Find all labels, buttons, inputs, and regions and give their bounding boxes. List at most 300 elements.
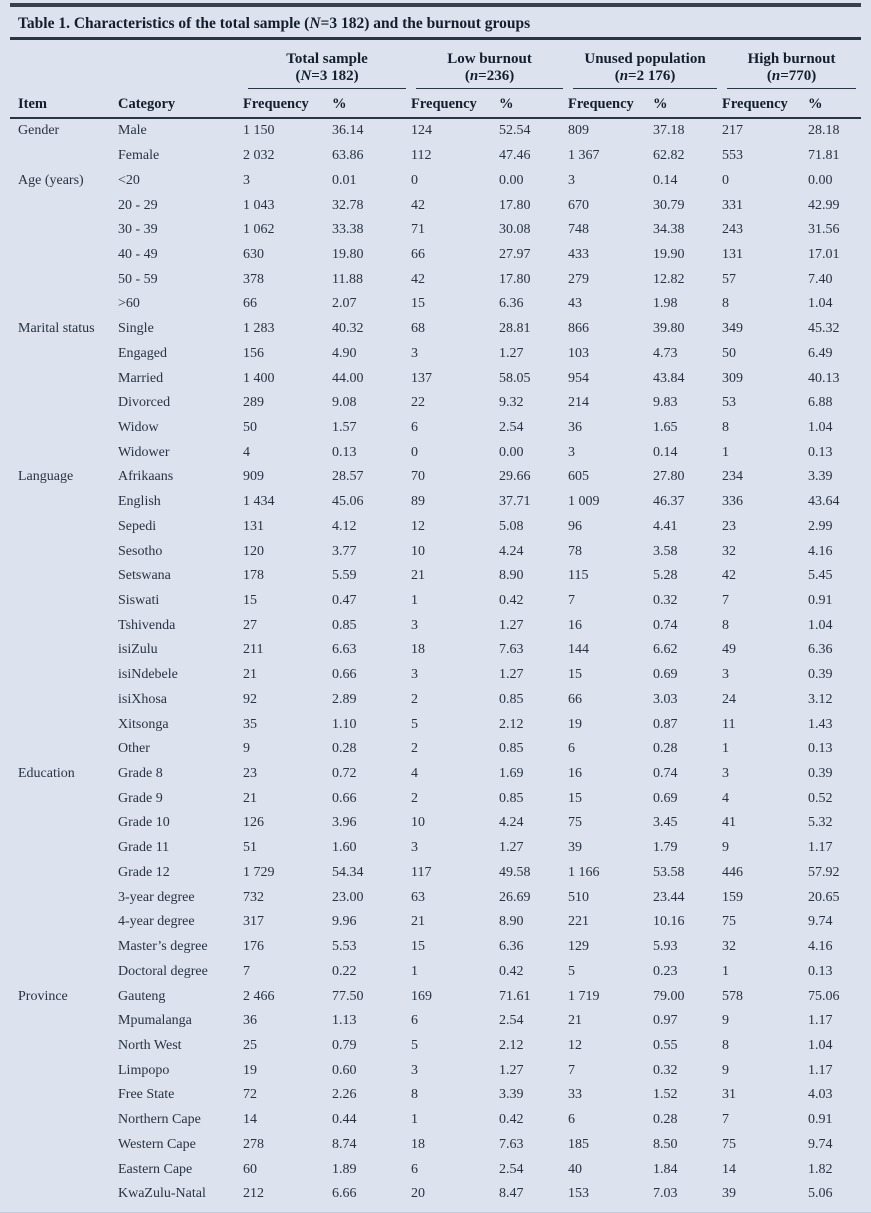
frequency-cell: 25: [243, 1037, 257, 1053]
category-cell: <20: [118, 172, 140, 188]
percent-cell: 2.07: [332, 296, 357, 312]
frequency-cell: 12: [411, 518, 426, 534]
percent-cell: 52.54: [499, 123, 531, 139]
item-cell: [10, 885, 118, 910]
percent-cell: 0.13: [808, 741, 833, 757]
frequency-cell: 0: [722, 172, 730, 188]
table-row: [10, 786, 861, 811]
percent-cell: 2.54: [499, 1013, 524, 1029]
frequency-cell: 809: [568, 123, 590, 139]
item-cell: [10, 341, 118, 366]
table-row: [10, 910, 861, 935]
frequency-cell: 6: [411, 1161, 419, 1177]
frequency-cell: 53: [722, 395, 737, 411]
category-cell: Siswati: [118, 593, 160, 609]
frequency-cell: 3: [243, 172, 250, 188]
percent-cell: 4.16: [808, 939, 833, 955]
frequency-cell: 433: [568, 246, 590, 262]
percent-cell: 58.05: [499, 370, 531, 386]
frequency-cell: 2: [411, 691, 419, 707]
item-cell: [10, 811, 118, 836]
frequency-cell: 2: [411, 741, 419, 757]
percent-cell: 49.58: [499, 864, 531, 880]
frequency-cell: 214: [568, 395, 590, 411]
category-cell: 4-year degree: [118, 914, 195, 930]
item-cell: [10, 910, 118, 935]
table-row: [10, 539, 861, 564]
frequency-cell: 96: [568, 518, 583, 534]
frequency-cell: 39: [722, 1186, 737, 1202]
frequency-cell: 159: [722, 889, 744, 905]
frequency-cell: 137: [411, 370, 433, 386]
percent-cell: 2.89: [332, 691, 357, 707]
percent-cell: 0.00: [808, 172, 833, 188]
table-row: [10, 416, 861, 441]
table-row: [10, 712, 861, 737]
category-cell: 3-year degree: [118, 889, 195, 905]
frequency-cell: 1 434: [243, 494, 275, 510]
table-row: [10, 1157, 861, 1182]
category-cell: North West: [118, 1037, 182, 1053]
column-header-frequency: Frequency: [243, 89, 332, 118]
frequency-cell: 6: [411, 1013, 419, 1029]
percent-cell: 8.74: [332, 1136, 357, 1152]
table-row: [10, 144, 861, 169]
percent-cell: 5.32: [808, 815, 833, 831]
group-name: Total sample: [286, 50, 368, 67]
percent-cell: 1.27: [499, 667, 524, 683]
table-row: [10, 341, 861, 366]
frequency-cell: 3: [722, 667, 730, 683]
frequency-cell: 2 466: [243, 988, 275, 1004]
item-cell: [10, 589, 118, 614]
frequency-cell: 8: [722, 296, 730, 312]
frequency-cell: 12: [568, 1037, 583, 1053]
frequency-cell: 57: [722, 271, 737, 287]
frequency-cell: 11: [722, 716, 736, 732]
frequency-cell: 8: [722, 617, 730, 633]
table-row: [10, 267, 861, 292]
column-header-category: Category: [118, 89, 243, 118]
frequency-cell: 32: [722, 939, 737, 955]
frequency-cell: 10: [411, 815, 426, 831]
percent-cell: 0.23: [653, 963, 678, 979]
percent-cell: 1.13: [332, 1013, 357, 1029]
table-row: [10, 440, 861, 465]
percent-cell: 1.04: [808, 617, 833, 633]
percent-cell: 54.34: [332, 864, 364, 880]
percent-cell: 0.55: [653, 1037, 678, 1053]
percent-cell: 6.63: [332, 642, 357, 658]
percent-cell: 1.65: [653, 419, 678, 435]
percent-cell: 1.79: [653, 840, 678, 856]
category-cell: >60: [118, 296, 140, 312]
frequency-cell: 24: [722, 691, 737, 707]
table-row: [10, 1182, 861, 1207]
item-cell: [10, 292, 118, 317]
frequency-cell: 217: [722, 123, 744, 139]
table-row: [10, 317, 861, 342]
frequency-cell: 0: [411, 444, 419, 460]
percent-cell: 2.54: [499, 1161, 524, 1177]
frequency-cell: 9: [722, 1013, 730, 1029]
table-row: [10, 465, 861, 490]
frequency-cell: 4: [243, 444, 250, 460]
percent-cell: 30.08: [499, 222, 531, 238]
item-cell: [10, 737, 118, 762]
item-cell: [10, 391, 118, 416]
percent-cell: 0.91: [808, 593, 833, 609]
frequency-cell: 40: [568, 1161, 583, 1177]
frequency-cell: 8: [722, 419, 730, 435]
percent-cell: 0.28: [332, 741, 357, 757]
percent-cell: 1.27: [499, 840, 524, 856]
percent-cell: 0.00: [499, 444, 524, 460]
percent-cell: 32.78: [332, 197, 364, 213]
percent-cell: 8.47: [499, 1186, 524, 1202]
frequency-cell: 732: [243, 889, 264, 905]
frequency-cell: 66: [568, 691, 583, 707]
percent-cell: 17.01: [808, 246, 840, 262]
frequency-cell: 15: [568, 667, 583, 683]
category-cell: Tshivenda: [118, 617, 176, 633]
table-row: [10, 218, 861, 243]
frequency-cell: 33: [568, 1087, 583, 1103]
percent-cell: 45.32: [808, 321, 840, 337]
percent-cell: 3.45: [653, 815, 678, 831]
frequency-cell: 115: [568, 568, 589, 584]
frequency-cell: 7: [568, 593, 576, 609]
category-cell: Grade 10: [118, 815, 170, 831]
item-cell: [10, 836, 118, 861]
item-cell: [10, 638, 118, 663]
category-cell: Other: [118, 741, 150, 757]
percent-cell: 0.74: [653, 617, 678, 633]
percent-cell: 0.79: [332, 1037, 357, 1053]
item-cell: Province: [18, 988, 68, 1004]
percent-cell: 5.06: [808, 1186, 833, 1202]
percent-cell: 0.74: [653, 766, 678, 782]
frequency-cell: 553: [722, 148, 744, 164]
percent-cell: 3.58: [653, 543, 678, 559]
category-cell: Engaged: [118, 345, 167, 361]
percent-cell: 27.80: [653, 469, 685, 485]
frequency-cell: 9: [243, 741, 250, 757]
item-cell: [10, 1108, 118, 1133]
percent-cell: 0.52: [808, 790, 833, 806]
frequency-cell: 8: [722, 1037, 730, 1053]
frequency-cell: 75: [722, 1136, 737, 1152]
percent-cell: 0.85: [499, 691, 524, 707]
frequency-cell: 112: [411, 148, 432, 164]
table-row: [10, 589, 861, 614]
percent-cell: 31.56: [808, 222, 840, 238]
table-row: [10, 935, 861, 960]
category-cell: isiNdebele: [118, 667, 178, 683]
percent-cell: 53.58: [653, 864, 685, 880]
category-cell: isiXhosa: [118, 691, 167, 707]
item-cell: [10, 1083, 118, 1108]
table-row: [10, 243, 861, 268]
percent-cell: 0.47: [332, 593, 357, 609]
percent-cell: 0.22: [332, 963, 357, 979]
percent-cell: 28.18: [808, 123, 840, 139]
frequency-cell: 178: [243, 568, 264, 584]
frequency-cell: 78: [568, 543, 583, 559]
category-cell: Xitsonga: [118, 716, 169, 732]
percent-cell: 23.44: [653, 889, 685, 905]
group-header-row: [10, 40, 861, 89]
frequency-cell: 14: [722, 1161, 737, 1177]
frequency-cell: 331: [722, 197, 744, 213]
table-row: [10, 762, 861, 787]
percent-cell: 1.17: [808, 840, 833, 856]
percent-cell: 0.85: [499, 741, 524, 757]
frequency-cell: 212: [243, 1186, 264, 1202]
category-cell: Grade 11: [118, 840, 170, 856]
percent-cell: 1.17: [808, 1013, 833, 1029]
frequency-cell: 129: [568, 939, 590, 955]
percent-cell: 0.39: [808, 766, 833, 782]
item-cell: Gender: [18, 123, 60, 139]
frequency-cell: 1 719: [568, 988, 600, 1004]
frequency-cell: 279: [568, 271, 590, 287]
frequency-cell: 75: [722, 914, 737, 930]
frequency-cell: 103: [568, 345, 590, 361]
percent-cell: 4.12: [332, 518, 357, 534]
percent-cell: 7.40: [808, 271, 833, 287]
item-cell: [10, 144, 118, 169]
scanned-table-page: [0, 3, 871, 1213]
table-row: [10, 1108, 861, 1133]
frequency-cell: 317: [243, 914, 264, 930]
frequency-cell: 36: [243, 1013, 257, 1029]
percent-cell: 43.64: [808, 494, 840, 510]
percent-cell: 4.73: [653, 345, 678, 361]
category-cell: Setswana: [118, 568, 171, 584]
percent-cell: 0.69: [653, 790, 678, 806]
percent-cell: 3.03: [653, 691, 678, 707]
frequency-cell: 21: [411, 914, 426, 930]
percent-cell: 0.66: [332, 790, 357, 806]
category-cell: Free State: [118, 1087, 175, 1103]
percent-cell: 71.81: [808, 148, 840, 164]
percent-cell: 9.08: [332, 395, 357, 411]
group-header-total-sample: [243, 40, 411, 89]
percent-cell: 1.27: [499, 1062, 524, 1078]
percent-cell: 30.79: [653, 197, 685, 213]
category-cell: English: [118, 494, 161, 510]
table-title-block: [10, 7, 861, 40]
frequency-cell: 4: [411, 766, 419, 782]
percent-cell: 39.80: [653, 321, 685, 337]
percent-cell: 10.16: [653, 914, 685, 930]
percent-cell: 37.18: [653, 123, 685, 139]
table-row: [10, 861, 861, 886]
frequency-cell: 21: [243, 790, 257, 806]
frequency-cell: 1 367: [568, 148, 600, 164]
percent-cell: 1.89: [332, 1161, 357, 1177]
item-cell: [10, 613, 118, 638]
table-row: [10, 959, 861, 984]
frequency-cell: 446: [722, 864, 744, 880]
frequency-cell: 39: [568, 840, 583, 856]
frequency-cell: 89: [411, 494, 426, 510]
frequency-cell: 66: [411, 246, 426, 262]
item-cell: [10, 490, 118, 515]
percent-cell: 0.97: [653, 1013, 678, 1029]
percent-cell: 1.43: [808, 716, 833, 732]
group-n: (n=236): [464, 67, 515, 84]
frequency-cell: 3: [411, 840, 419, 856]
item-cell: [10, 861, 118, 886]
table-title: Table 1. Characteristics of the total sample (N=3 182) and the burnout groups: [18, 15, 531, 32]
percent-cell: 19.90: [653, 246, 685, 262]
percent-cell: 2.12: [499, 1037, 524, 1053]
percent-cell: 0.14: [653, 444, 678, 460]
table-frame: [10, 7, 861, 1207]
percent-cell: 17.80: [499, 197, 531, 213]
item-cell: [10, 539, 118, 564]
percent-cell: 1.60: [332, 840, 357, 856]
percent-cell: 0.44: [332, 1112, 357, 1128]
table-row: [10, 168, 861, 193]
percent-cell: 1.98: [653, 296, 678, 312]
percent-cell: 0.32: [653, 593, 678, 609]
percent-cell: 4.90: [332, 345, 357, 361]
item-cell: [10, 959, 118, 984]
frequency-cell: 19: [568, 716, 583, 732]
percent-cell: 57.92: [808, 864, 840, 880]
column-header-frequency: Frequency: [722, 89, 808, 118]
frequency-cell: 1 400: [243, 370, 275, 386]
percent-cell: 28.81: [499, 321, 531, 337]
frequency-cell: 3: [568, 172, 576, 188]
frequency-cell: 14: [243, 1112, 257, 1128]
percent-cell: 8.90: [499, 914, 524, 930]
frequency-cell: 131: [243, 518, 264, 534]
category-cell: 40 - 49: [118, 246, 158, 262]
percent-cell: 1.52: [653, 1087, 678, 1103]
item-cell: Education: [18, 766, 75, 782]
percent-cell: 6.88: [808, 395, 833, 411]
item-cell: [10, 1157, 118, 1182]
percent-cell: 0.85: [332, 617, 357, 633]
column-header-percent: %: [499, 89, 568, 118]
item-cell: [10, 1132, 118, 1157]
percent-cell: 6.36: [499, 296, 524, 312]
item-cell: [10, 1034, 118, 1059]
frequency-cell: 211: [243, 642, 264, 658]
group-name: Unused population: [584, 50, 706, 67]
percent-cell: 42.99: [808, 197, 840, 213]
frequency-cell: 75: [568, 815, 583, 831]
table-row: [10, 663, 861, 688]
frequency-cell: 6: [568, 1112, 576, 1128]
frequency-cell: 71: [411, 222, 426, 238]
frequency-cell: 126: [243, 815, 264, 831]
group-header-low-burnout: [411, 40, 568, 89]
category-cell: Grade 8: [118, 766, 163, 782]
frequency-cell: 31: [722, 1087, 737, 1103]
percent-cell: 2.54: [499, 419, 524, 435]
percent-cell: 0.13: [808, 444, 833, 460]
percent-cell: 0.39: [808, 667, 833, 683]
item-cell: [10, 935, 118, 960]
item-cell: [10, 515, 118, 540]
frequency-cell: 156: [243, 345, 264, 361]
percent-cell: 0.01: [332, 172, 357, 188]
item-cell: Age (years): [18, 172, 84, 188]
frequency-cell: 605: [568, 469, 590, 485]
frequency-cell: 32: [722, 543, 737, 559]
frequency-cell: 3: [411, 667, 419, 683]
table-row: [10, 193, 861, 218]
frequency-cell: 36: [568, 419, 583, 435]
percent-cell: 0.42: [499, 1112, 524, 1128]
frequency-cell: 1: [411, 593, 419, 609]
percent-cell: 0.28: [653, 1112, 678, 1128]
table-row: [10, 292, 861, 317]
characteristics-table: [10, 40, 861, 1207]
percent-cell: 0.60: [332, 1062, 357, 1078]
item-cell: [10, 243, 118, 268]
item-cell: [10, 218, 118, 243]
table-row: [10, 885, 861, 910]
frequency-cell: 117: [411, 864, 432, 880]
group-name: High burnout: [747, 50, 836, 67]
frequency-cell: 1 166: [568, 864, 600, 880]
percent-cell: 9.96: [332, 914, 357, 930]
category-cell: Male: [118, 123, 147, 139]
table-row: [10, 1083, 861, 1108]
percent-cell: 1.10: [332, 716, 357, 732]
category-cell: Widower: [118, 444, 170, 460]
percent-cell: 0.72: [332, 766, 357, 782]
item-cell: [10, 564, 118, 589]
frequency-cell: 22: [411, 395, 426, 411]
group-header-spacer: [10, 40, 243, 89]
frequency-cell: 1 729: [243, 864, 275, 880]
category-cell: Grade 9: [118, 790, 163, 806]
group-name: Low burnout: [447, 50, 532, 67]
frequency-cell: 23: [722, 518, 737, 534]
frequency-cell: 169: [411, 988, 433, 1004]
table-row: [10, 688, 861, 713]
frequency-cell: 6: [411, 419, 419, 435]
frequency-cell: 144: [568, 642, 590, 658]
item-cell: Language: [18, 469, 74, 485]
item-cell: [10, 786, 118, 811]
item-cell: Marital status: [18, 321, 95, 337]
item-cell: [10, 267, 118, 292]
percent-cell: 7.63: [499, 642, 524, 658]
frequency-cell: 9: [722, 840, 730, 856]
table-row: [10, 1132, 861, 1157]
frequency-cell: 42: [411, 197, 426, 213]
category-cell: Widow: [118, 419, 159, 435]
frequency-cell: 68: [411, 321, 426, 337]
column-header-item: Item: [10, 89, 118, 118]
percent-cell: 77.50: [332, 988, 364, 1004]
frequency-cell: 578: [722, 988, 744, 1004]
item-cell: [10, 193, 118, 218]
table-row: [10, 836, 861, 861]
frequency-cell: 289: [243, 395, 264, 411]
table-row: [10, 515, 861, 540]
group-header-unused-population: [568, 40, 722, 89]
frequency-cell: 42: [411, 271, 426, 287]
